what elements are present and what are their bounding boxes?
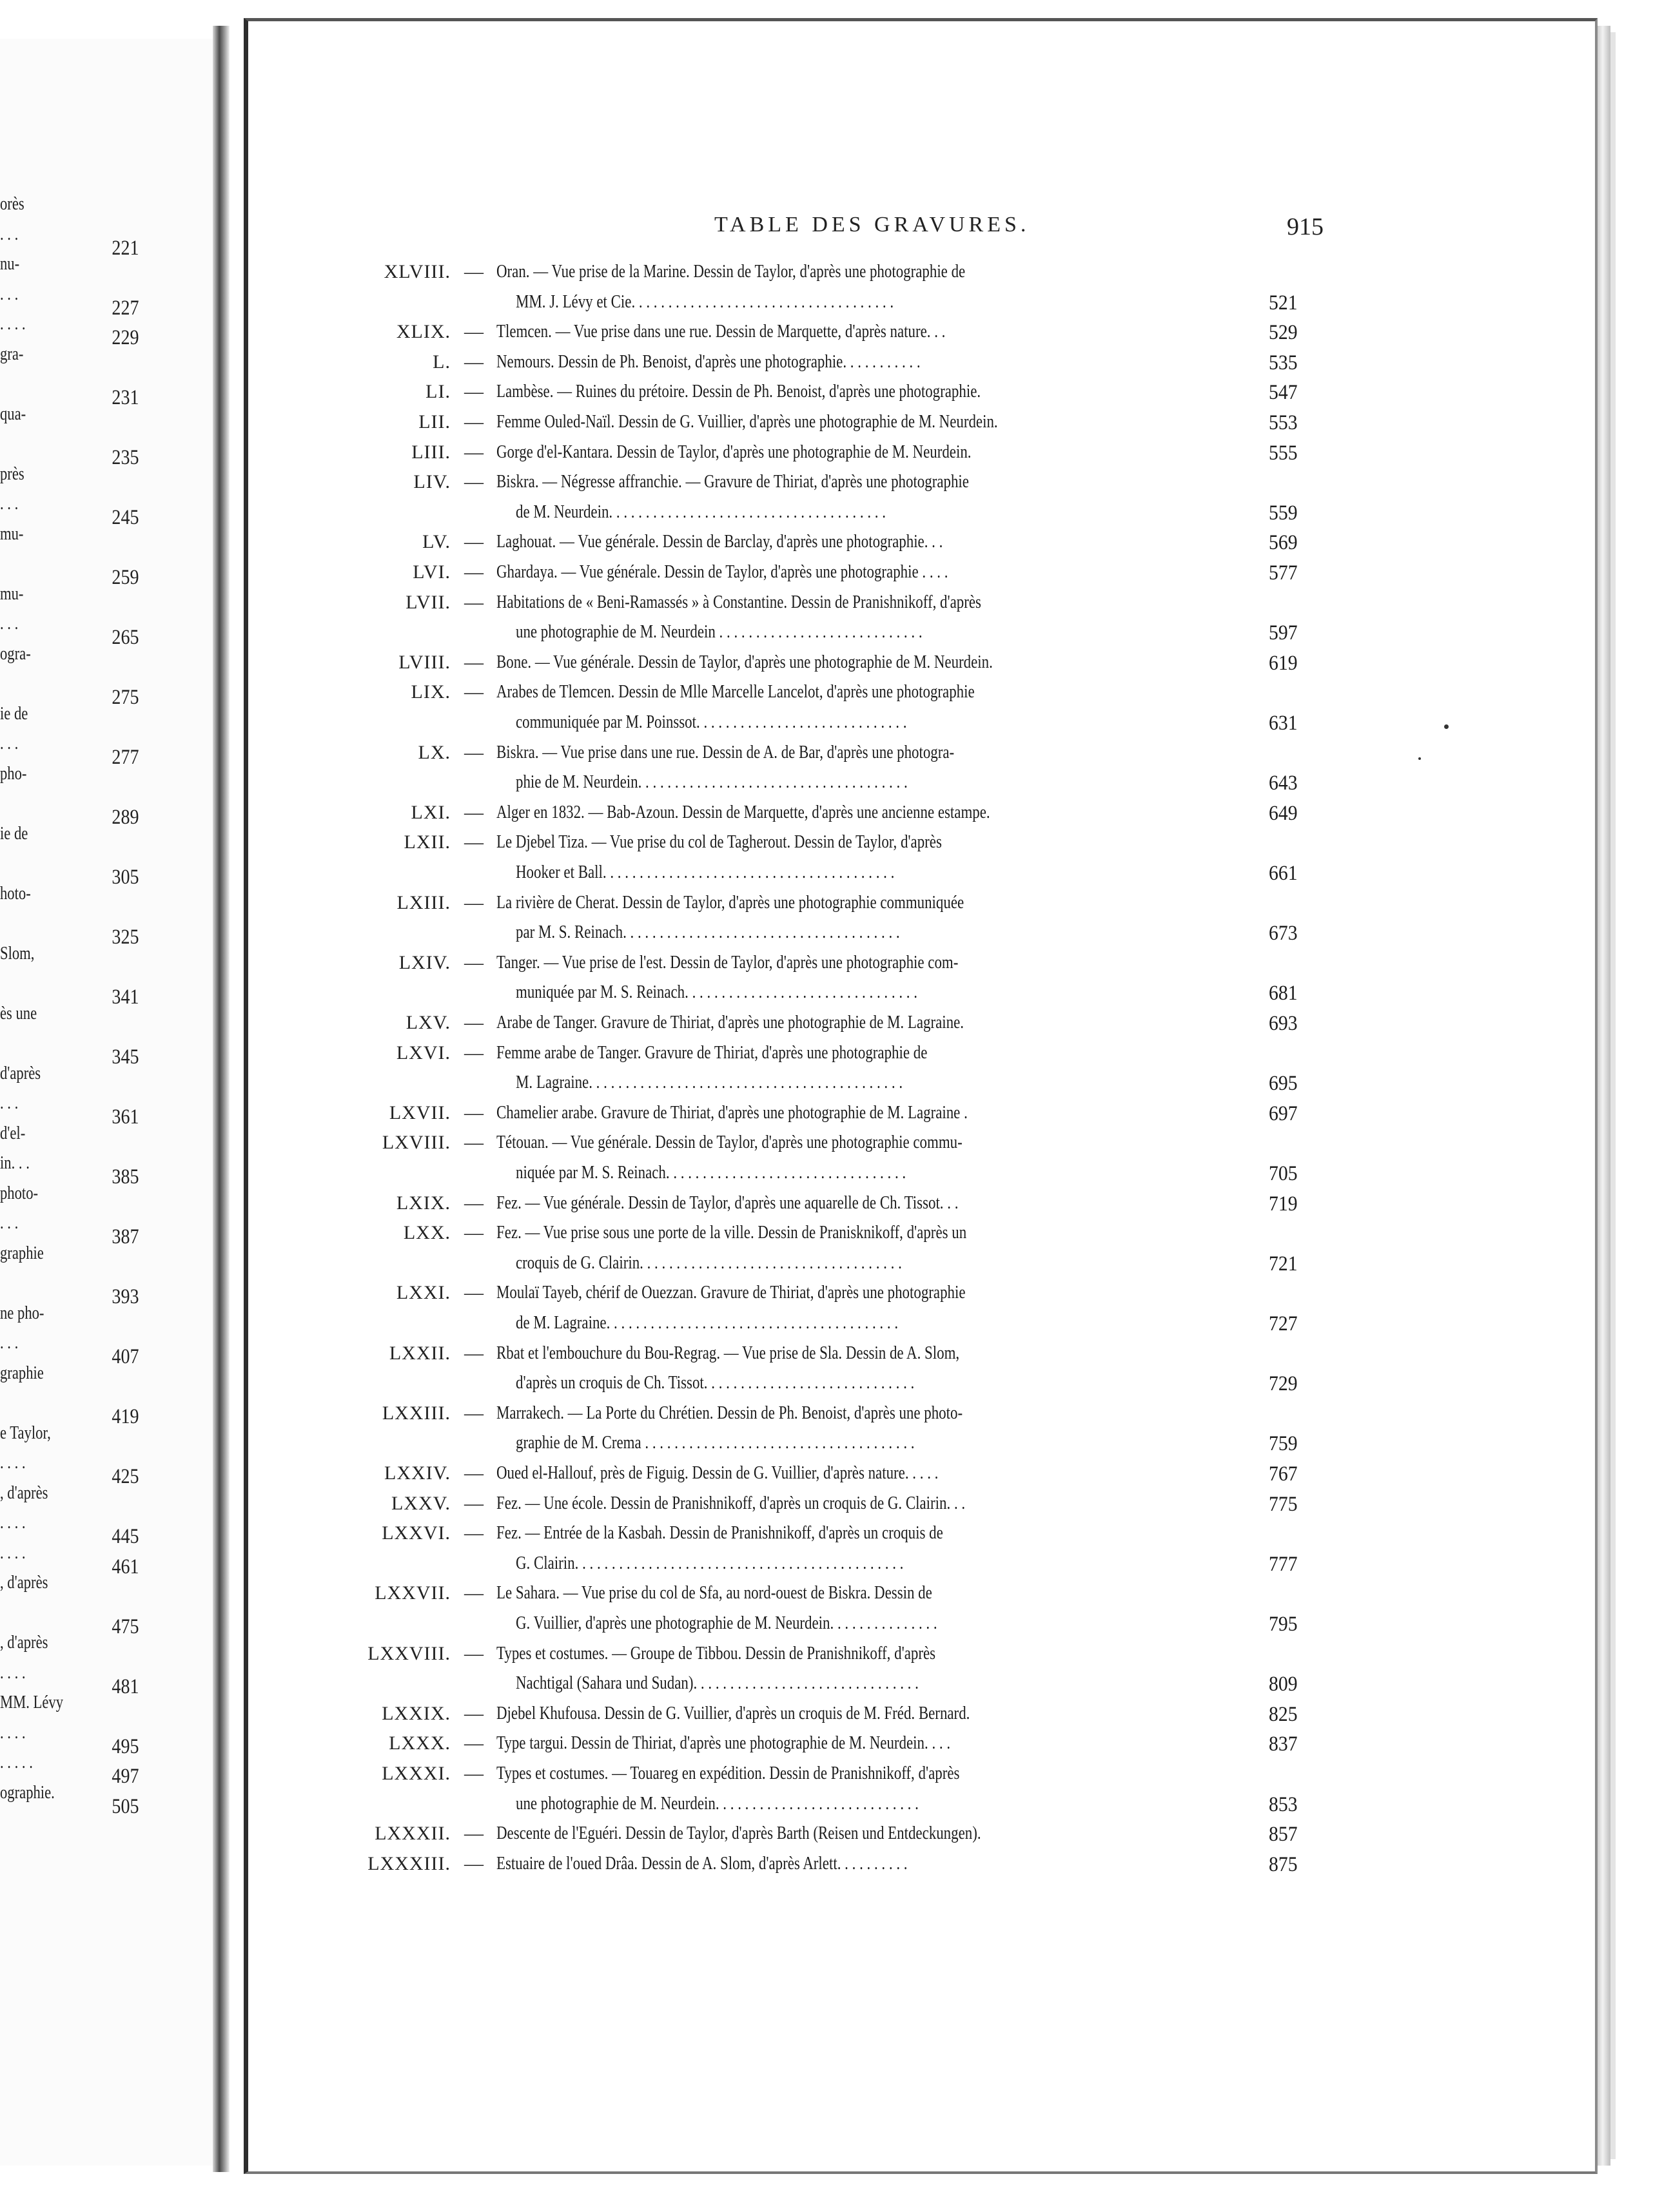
left-page-number: 419 — [111, 1405, 139, 1428]
left-page-line — [0, 193, 213, 226]
plate-numeral: LXIV. — [398, 951, 451, 973]
left-page-text: , d'après — [0, 1482, 48, 1503]
entry-dash: — — [464, 1823, 484, 1845]
left-page-number: 235 — [111, 446, 139, 469]
left-page-line — [0, 1722, 213, 1758]
plate-numeral: LXXVI. — [382, 1522, 451, 1544]
left-page-line — [0, 403, 213, 436]
left-page-text: graphie — [0, 1242, 44, 1263]
plate-numeral: LII. — [418, 411, 451, 432]
plate-numeral: L. — [433, 351, 451, 373]
left-page-text: . . . — [0, 613, 19, 634]
entry-page-number: 673 — [1269, 922, 1298, 946]
left-page-number: 231 — [111, 386, 139, 409]
left-page-line — [0, 1363, 213, 1395]
entry-dash: — — [464, 1012, 484, 1033]
entry-page-number: 643 — [1269, 771, 1298, 795]
entry-caption-line: Types et costumes. — Touareg en expédition. Dessin de Pranishnikoff, d'après — [496, 1763, 960, 1783]
entry-caption-line: Fez. — Vue prise sous une porte de la ville. Dessin de Pranisknikoff, d'après un — [496, 1222, 967, 1243]
entry-caption-line: M. Lagraine. . . . . . . . . . . . . . . . . . . . . . . . . . . . . . . . . . . . . . . . . . . — [516, 1072, 903, 1093]
left-page-text: . . . — [0, 1212, 19, 1233]
left-page-number: 385 — [111, 1165, 139, 1188]
left-page-line — [0, 433, 213, 469]
left-page-line — [0, 1662, 213, 1698]
plate-numeral: LIX. — [411, 681, 451, 703]
plate-numeral: LXXXII. — [375, 1823, 451, 1845]
left-page-line — [0, 1692, 213, 1724]
entry-caption-line: G. Clairin. . . . . . . . . . . . . . . . . . . . . . . . . . . . . . . . . . . . . . . . . . . . . — [516, 1552, 904, 1573]
left-page-number: 277 — [111, 746, 139, 769]
left-page-text: ès une — [0, 1002, 37, 1024]
left-page-text: pho- — [0, 762, 27, 784]
left-page-number: 345 — [111, 1045, 139, 1069]
entry-caption-line: Habitations de « Beni-Ramassés » à Constantine. Dessin de Pranishnikoff, d'après — [496, 591, 981, 612]
left-page-line — [0, 1482, 213, 1515]
left-page-line — [0, 613, 213, 649]
left-page-text: photo- — [0, 1182, 39, 1203]
entry-caption-line: G. Vuillier, d'après une photographie de M. Neurdein. . . . . . . . . . . . . . . — [516, 1612, 937, 1633]
entry-page-number: 697 — [1269, 1101, 1298, 1125]
entry-caption-line: Oued el-Hallouf, près de Figuig. Dessin de G. Vuillier, d'après nature. . . . . — [496, 1462, 939, 1483]
previous-page-fragment — [0, 39, 222, 2166]
plate-numeral: LXXIV. — [384, 1462, 451, 1484]
entry-page-number: 631 — [1269, 711, 1298, 735]
left-page-text: . . . — [0, 493, 19, 514]
entry-page-number: 597 — [1269, 621, 1298, 645]
entry-dash: — — [464, 1582, 484, 1604]
plate-numeral: LVI. — [413, 561, 451, 583]
plate-numeral: LXV. — [406, 1012, 451, 1033]
left-page-line — [0, 1152, 213, 1188]
entry-page-number: 661 — [1269, 861, 1298, 885]
entry-dash: — — [464, 351, 484, 373]
entry-dash: — — [464, 1852, 484, 1874]
entry-caption-line: Tétouan. — Vue générale. Dessin de Taylor, d'après une photographie commu- — [496, 1132, 963, 1153]
left-page-line — [0, 1781, 213, 1818]
plate-numeral: LX. — [418, 741, 451, 763]
plate-numeral: LXXIX. — [382, 1702, 451, 1724]
entry-caption-line: muniquée par M. S. Reinach. . . . . . . . . . . . . . . . . . . . . . . . . . . . . . . . — [516, 982, 917, 1003]
plate-numeral: LXXIII. — [382, 1402, 451, 1424]
entry-dash: — — [464, 651, 484, 673]
entry-caption-line: phie de M. Neurdein. . . . . . . . . . . . . . . . . . . . . . . . . . . . . . . . . . . . . — [516, 771, 908, 793]
left-page-text: . . . — [0, 1092, 19, 1113]
entry-caption-line: Descente de l'Eguéri. Dessin de Taylor, d'après Barth (Reisen und Entdeckungen). — [496, 1823, 981, 1844]
left-page-line — [0, 883, 213, 915]
left-page-line — [0, 793, 213, 829]
entry-page-number: 875 — [1269, 1852, 1298, 1876]
plate-numeral: LVII. — [406, 591, 451, 613]
entry-caption-line: Lambèse. — Ruines du prétoire. Dessin de Ph. Benoist, d'après une photographie. — [496, 381, 981, 402]
page-number: 915 — [1287, 213, 1324, 240]
entry-caption-line: Marrakech. — La Porte du Chrétien. Dessin de Ph. Benoist, d'après une photo- — [496, 1402, 963, 1423]
left-page-text: ie de — [0, 703, 28, 724]
left-page-line — [0, 1212, 213, 1248]
entry-page-number: 681 — [1269, 982, 1298, 1005]
entry-caption-line: par M. S. Reinach. . . . . . . . . . . . . . . . . . . . . . . . . . . . . . . . . . . . . . — [516, 922, 900, 943]
left-page-line — [0, 1602, 213, 1638]
scan-speck — [1418, 757, 1421, 760]
entry-page-number: 547 — [1269, 381, 1298, 405]
left-page-text: ie de — [0, 822, 28, 844]
entry-caption-line: Femme arabe de Tanger. Gravure de Thiriat, d'après une photographie de — [496, 1042, 928, 1063]
left-page-number: 387 — [111, 1225, 139, 1248]
plate-numeral: LXVIII. — [382, 1132, 451, 1154]
left-page-text: gra- — [0, 343, 24, 364]
left-page-line — [0, 1272, 213, 1308]
left-page-line — [0, 733, 213, 769]
left-page-line — [0, 853, 213, 889]
left-page-line — [0, 1063, 213, 1095]
plate-numeral: LIII. — [411, 441, 451, 463]
left-page-line — [0, 1512, 213, 1548]
left-page-line — [0, 553, 213, 589]
entry-caption-line: Laghouat. — Vue générale. Dessin de Barclay, d'après une photographie. . . — [496, 531, 943, 552]
left-page-text: nu- — [0, 253, 20, 274]
entry-caption-line: Estuaire de l'oued Drâa. Dessin de A. Slom, d'après Arlett. . . . . . . . . . — [496, 1852, 908, 1874]
left-page-text: , d'après — [0, 1572, 48, 1593]
left-page-text: près — [0, 463, 24, 484]
page-edge — [1598, 26, 1610, 2166]
left-page-number: 325 — [111, 926, 139, 949]
left-page-text: orès — [0, 193, 24, 214]
entry-page-number: 853 — [1269, 1792, 1298, 1816]
left-page-line — [0, 1572, 213, 1604]
left-page-number: 221 — [111, 236, 139, 260]
left-page-number: 475 — [111, 1615, 139, 1638]
plate-numeral: LXVI. — [396, 1042, 451, 1063]
plate-numeral: LXIX. — [396, 1192, 451, 1214]
left-page-text: ne pho- — [0, 1302, 44, 1323]
running-head: TABLE DES GRAVURES. — [714, 213, 1030, 237]
left-page-text: . . . — [0, 223, 19, 244]
plate-numeral: LXXI. — [396, 1282, 451, 1304]
left-page-text: qua- — [0, 403, 26, 424]
entry-page-number: 693 — [1269, 1012, 1298, 1035]
gutter-shadow — [213, 26, 230, 2172]
plate-numeral: LV. — [422, 531, 451, 553]
plate-numeral: LXXX. — [389, 1732, 451, 1754]
entry-page-number: 529 — [1269, 321, 1298, 345]
left-page-text: . . . — [0, 733, 19, 753]
entry-caption-line: Oran. — Vue prise de la Marine. Dessin de Taylor, d'après une photographie de — [496, 261, 966, 282]
left-page-line — [0, 1392, 213, 1428]
entry-page-number: 577 — [1269, 561, 1298, 585]
entry-dash: — — [464, 411, 484, 432]
entry-page-number: 775 — [1269, 1492, 1298, 1516]
entry-caption-line: La rivière de Cherat. Dessin de Taylor, d'après une photographie communiquée — [496, 891, 964, 913]
left-page-number: 289 — [111, 806, 139, 829]
entry-caption-line: Rbat et l'embouchure du Bou-Regrag. — Vue prise de Sla. Dessin de A. Slom, — [496, 1342, 960, 1363]
left-page-line — [0, 1123, 213, 1155]
entry-dash: — — [464, 381, 484, 403]
plate-numeral: LXXXI. — [382, 1763, 451, 1784]
left-page-text: mu- — [0, 523, 24, 544]
entry-dash: — — [464, 1462, 484, 1484]
left-page-number: 245 — [111, 506, 139, 529]
entry-caption-line: Le Djebel Tiza. — Vue prise du col de Tagherout. Dessin de Taylor, d'après — [496, 831, 942, 853]
plate-numeral: LXXV. — [391, 1492, 451, 1514]
left-page-text: d'après — [0, 1062, 41, 1083]
plate-numeral: LXI. — [411, 801, 451, 823]
left-page-text: ogra- — [0, 643, 31, 664]
entry-caption-line: Bone. — Vue générale. Dessin de Taylor, d'après une photographie de M. Neurdein. — [496, 651, 993, 672]
left-page-number: 229 — [111, 326, 139, 349]
entry-dash: — — [464, 1642, 484, 1664]
plate-numeral: LXXVIII. — [367, 1642, 451, 1664]
left-page-line — [0, 673, 213, 709]
left-page-number: 505 — [111, 1794, 139, 1818]
left-page-number: 393 — [111, 1285, 139, 1308]
plate-numeral: LXII. — [404, 831, 451, 853]
left-page-line — [0, 763, 213, 795]
left-page-number: 259 — [111, 566, 139, 589]
left-page-number: 461 — [111, 1555, 139, 1578]
entry-caption-line: Arabes de Tlemcen. Dessin de Mlle Marcelle Lancelot, d'après une photographie — [496, 681, 975, 703]
entry-page-number: 695 — [1269, 1072, 1298, 1096]
left-page-line — [0, 913, 213, 949]
left-page-line — [0, 344, 213, 376]
entry-caption-line: Chamelier arabe. Gravure de Thiriat, d'après une photographie de M. Lagraine . — [496, 1101, 968, 1123]
left-page-text: d'el- — [0, 1122, 26, 1143]
entry-caption-line: Nachtigal (Sahara und Sudan). . . . . . . . . . . . . . . . . . . . . . . . . . . . . . . — [516, 1673, 919, 1694]
entry-page-number: 837 — [1269, 1732, 1298, 1756]
left-page-line — [0, 1422, 213, 1455]
entry-page-number: 719 — [1269, 1192, 1298, 1216]
left-page-text: . . . . — [0, 1452, 26, 1473]
plate-numeral: LXXII. — [389, 1342, 451, 1364]
plate-numeral: XLIX. — [396, 321, 451, 343]
entry-dash: — — [464, 741, 484, 763]
entry-caption-line: niquée par M. S. Reinach. . . . . . . . . . . . . . . . . . . . . . . . . . . . . . . . . — [516, 1161, 906, 1183]
left-page-line — [0, 1542, 213, 1578]
left-page-text: . . . . — [0, 1662, 26, 1683]
entry-page-number: 553 — [1269, 411, 1298, 434]
left-page-text: . . . . . — [0, 1752, 33, 1772]
entry-dash: — — [464, 1101, 484, 1123]
entry-caption-line: Fez. — Vue générale. Dessin de Taylor, d'après une aquarelle de Ch. Tissot. . . — [496, 1192, 959, 1213]
left-page-text: . . . . — [0, 1722, 26, 1743]
entry-caption-line: Fez. — Une école. Dessin de Pranishnikoff, d'après un croquis de G. Clairin. . . — [496, 1492, 966, 1513]
entry-dash: — — [464, 1342, 484, 1364]
entry-dash: — — [464, 1222, 484, 1244]
entry-caption-line: de M. Lagraine. . . . . . . . . . . . . . . . . . . . . . . . . . . . . . . . . . . . . . . . — [516, 1312, 899, 1333]
entry-caption-line: Fez. — Entrée de la Kasbah. Dessin de Pranishnikoff, d'après un croquis de — [496, 1522, 943, 1544]
left-page-line — [0, 373, 213, 409]
plate-numeral: LXXXIII. — [367, 1852, 451, 1874]
plate-numeral: LIV. — [413, 471, 451, 493]
entry-caption-line: Djebel Khufousa. Dessin de G. Vuillier, d'après un croquis de M. Fréd. Bernard. — [496, 1702, 970, 1723]
entry-caption-line: Biskra. — Négresse affranchie. — Gravure de Thiriat, d'après une photographie — [496, 471, 969, 492]
entry-caption-line: Moulaï Tayeb, chérif de Ouezzan. Gravure de Thiriat, d'après une photographie — [496, 1282, 966, 1303]
left-page-text: . . . . — [0, 1512, 26, 1533]
left-page-number: 407 — [111, 1345, 139, 1368]
entry-page-number: 721 — [1269, 1252, 1298, 1276]
left-page-text: , d'après — [0, 1632, 48, 1653]
left-page-text: . . . — [0, 1332, 19, 1353]
entry-dash: — — [464, 261, 484, 282]
left-page-number: 265 — [111, 626, 139, 649]
left-page-line — [0, 703, 213, 735]
entry-caption-line: Alger en 1832. — Bab-Azoun. Dessin de Marquette, d'après une ancienne estampe. — [496, 801, 990, 822]
entry-dash: — — [464, 1732, 484, 1754]
entry-page-number: 767 — [1269, 1462, 1298, 1486]
entry-dash: — — [464, 441, 484, 463]
entry-dash: — — [464, 951, 484, 973]
entry-dash: — — [464, 1132, 484, 1154]
left-page-line — [0, 313, 213, 349]
entry-caption-line: Gorge d'el-Kantara. Dessin de Taylor, d'après une photographie de M. Neurdein. — [496, 441, 972, 462]
entry-page-number: 729 — [1269, 1372, 1298, 1396]
plate-numeral: LXIII. — [396, 891, 451, 913]
entry-dash: — — [464, 1702, 484, 1724]
entry-page-number: 521 — [1269, 291, 1298, 315]
entry-dash: — — [464, 891, 484, 913]
entry-caption-line: Type targui. Dessin de Thiriat, d'après une photographie de M. Neurdein. . . . — [496, 1732, 951, 1754]
plate-numeral: LXVII. — [389, 1101, 451, 1123]
left-page-line — [0, 1452, 213, 1488]
entry-caption-line: Femme Ouled-Naïl. Dessin de G. Vuillier, d'après une photographie de M. Neurdein. — [496, 411, 998, 432]
left-page-number: 497 — [111, 1765, 139, 1788]
left-page-line — [0, 943, 213, 975]
entry-dash: — — [464, 831, 484, 853]
left-page-line — [0, 1003, 213, 1035]
left-page-text: ographie. — [0, 1781, 55, 1803]
entry-caption-line: communiquée par M. Poinssot. . . . . . . . . . . . . . . . . . . . . . . . . . . . . — [516, 711, 907, 732]
entry-caption-line: graphie de M. Crema . . . . . . . . . . . . . . . . . . . . . . . . . . . . . . . . . . . . . — [516, 1432, 915, 1453]
left-page-number: 305 — [111, 866, 139, 889]
left-page-number: 361 — [111, 1105, 139, 1129]
entry-caption-line: Tlemcen. — Vue prise dans une rue. Dessin de Marquette, d'après nature. . . — [496, 321, 946, 342]
left-page-text: . . . . — [0, 1542, 26, 1563]
left-page-text: hoto- — [0, 882, 31, 904]
left-page-number: 481 — [111, 1674, 139, 1698]
entry-caption-line: Nemours. Dessin de Ph. Benoist, d'après une photographie. . . . . . . . . . . — [496, 351, 921, 372]
left-page-line — [0, 463, 213, 496]
entry-dash: — — [464, 471, 484, 493]
entry-dash: — — [464, 1042, 484, 1063]
entry-caption-line: Arabe de Tanger. Gravure de Thiriat, d'après une photographie de M. Lagraine. — [496, 1012, 964, 1033]
entry-page-number: 705 — [1269, 1161, 1298, 1185]
entry-page-number: 809 — [1269, 1673, 1298, 1696]
left-page-text: . . . . — [0, 313, 26, 334]
entry-caption-line: de M. Neurdein. . . . . . . . . . . . . . . . . . . . . . . . . . . . . . . . . . . . . . — [516, 501, 886, 522]
entry-dash: — — [464, 1763, 484, 1784]
left-page-number: 227 — [111, 296, 139, 320]
entry-caption-line: Biskra. — Vue prise dans une rue. Dessin de A. de Bar, d'après une photogra- — [496, 741, 955, 762]
entry-dash: — — [464, 561, 484, 583]
left-page-line — [0, 1332, 213, 1368]
plate-numeral: LVIII. — [398, 651, 451, 673]
left-page-text: e Taylor, — [0, 1422, 51, 1443]
plate-numeral: LI. — [425, 381, 451, 403]
left-page-line — [0, 493, 213, 529]
entry-dash: — — [464, 681, 484, 703]
left-page-text: graphie — [0, 1362, 44, 1383]
left-page-line — [0, 973, 213, 1009]
entry-page-number: 649 — [1269, 801, 1298, 825]
left-page-line — [0, 1303, 213, 1335]
left-page-number: 425 — [111, 1465, 139, 1488]
entry-caption-line: une photographie de M. Neurdein. . . . . . . . . . . . . . . . . . . . . . . . . . . . — [516, 1792, 919, 1814]
left-page-text: mu- — [0, 583, 24, 604]
entry-page-number: 825 — [1269, 1702, 1298, 1726]
entry-page-number: 559 — [1269, 501, 1298, 525]
entry-page-number: 795 — [1269, 1612, 1298, 1636]
entry-page-number: 555 — [1269, 441, 1298, 465]
entry-page-number: 535 — [1269, 351, 1298, 374]
left-page-number: 275 — [111, 686, 139, 709]
left-page-line — [0, 1243, 213, 1275]
page-edge-inner — [1610, 32, 1616, 2159]
entry-dash: — — [464, 531, 484, 553]
left-page-number: 495 — [111, 1734, 139, 1758]
entry-dash: — — [464, 1402, 484, 1424]
entry-caption-line: croquis de G. Clairin. . . . . . . . . . . . . . . . . . . . . . . . . . . . . . . . . . . . — [516, 1252, 902, 1273]
entry-caption-line: d'après un croquis de Ch. Tissot. . . . . . . . . . . . . . . . . . . . . . . . . . . . . — [516, 1372, 915, 1393]
left-page-line — [0, 1092, 213, 1129]
left-page-number: 341 — [111, 985, 139, 1009]
entry-caption-line: MM. J. Lévy et Cie. . . . . . . . . . . . . . . . . . . . . . . . . . . . . . . . . . . . — [516, 291, 894, 312]
entry-page-number: 857 — [1269, 1823, 1298, 1847]
entry-caption-line: Ghardaya. — Vue générale. Dessin de Taylor, d'après une photographie . . . . — [496, 561, 948, 582]
entry-page-number: 569 — [1269, 531, 1298, 555]
left-page-text: in. . . — [0, 1152, 30, 1173]
entry-page-number: 759 — [1269, 1432, 1298, 1456]
entry-dash: — — [464, 801, 484, 823]
left-page-line — [0, 253, 213, 286]
left-page-line — [0, 583, 213, 616]
entry-caption-line: une photographie de M. Neurdein . . . . . . . . . . . . . . . . . . . . . . . . . . . . — [516, 621, 923, 643]
entry-caption-line: Types et costumes. — Groupe de Tibbou. Dessin de Pranishnikoff, d'après — [496, 1642, 936, 1664]
entry-page-number: 777 — [1269, 1552, 1298, 1576]
left-page-line — [0, 283, 213, 320]
entry-dash: — — [464, 1282, 484, 1304]
left-page-line — [0, 1632, 213, 1664]
left-page-line — [0, 643, 213, 675]
left-page-line — [0, 823, 213, 855]
left-page-line — [0, 1752, 213, 1788]
left-page-line — [0, 1183, 213, 1215]
entry-caption-line: Le Sahara. — Vue prise du col de Sfa, au nord-ouest de Biskra. Dessin de — [496, 1582, 932, 1604]
plate-numeral: LXXVII. — [375, 1582, 451, 1604]
left-page-line — [0, 223, 213, 260]
left-page-line — [0, 523, 213, 556]
left-page-text: . . . — [0, 283, 19, 304]
left-page-line — [0, 1033, 213, 1069]
entry-dash: — — [464, 1192, 484, 1214]
entry-caption-line: Tanger. — Vue prise de l'est. Dessin de Taylor, d'après une photographie com- — [496, 951, 959, 973]
entry-dash: — — [464, 321, 484, 343]
entry-page-number: 727 — [1269, 1312, 1298, 1335]
left-page-number: 445 — [111, 1525, 139, 1548]
plate-numeral: LXX. — [403, 1222, 451, 1244]
scan-speck — [1444, 724, 1449, 729]
left-page-text: Slom, — [0, 942, 35, 964]
entry-caption-line: Hooker et Ball. . . . . . . . . . . . . . . . . . . . . . . . . . . . . . . . . . . . . . . . — [516, 861, 895, 882]
left-page-text: MM. Lévy — [0, 1692, 64, 1712]
entry-dash: — — [464, 1522, 484, 1544]
entry-dash: — — [464, 1492, 484, 1514]
entry-page-number: 619 — [1269, 651, 1298, 675]
plate-numeral: XLVIII. — [384, 261, 451, 282]
entry-dash: — — [464, 591, 484, 613]
